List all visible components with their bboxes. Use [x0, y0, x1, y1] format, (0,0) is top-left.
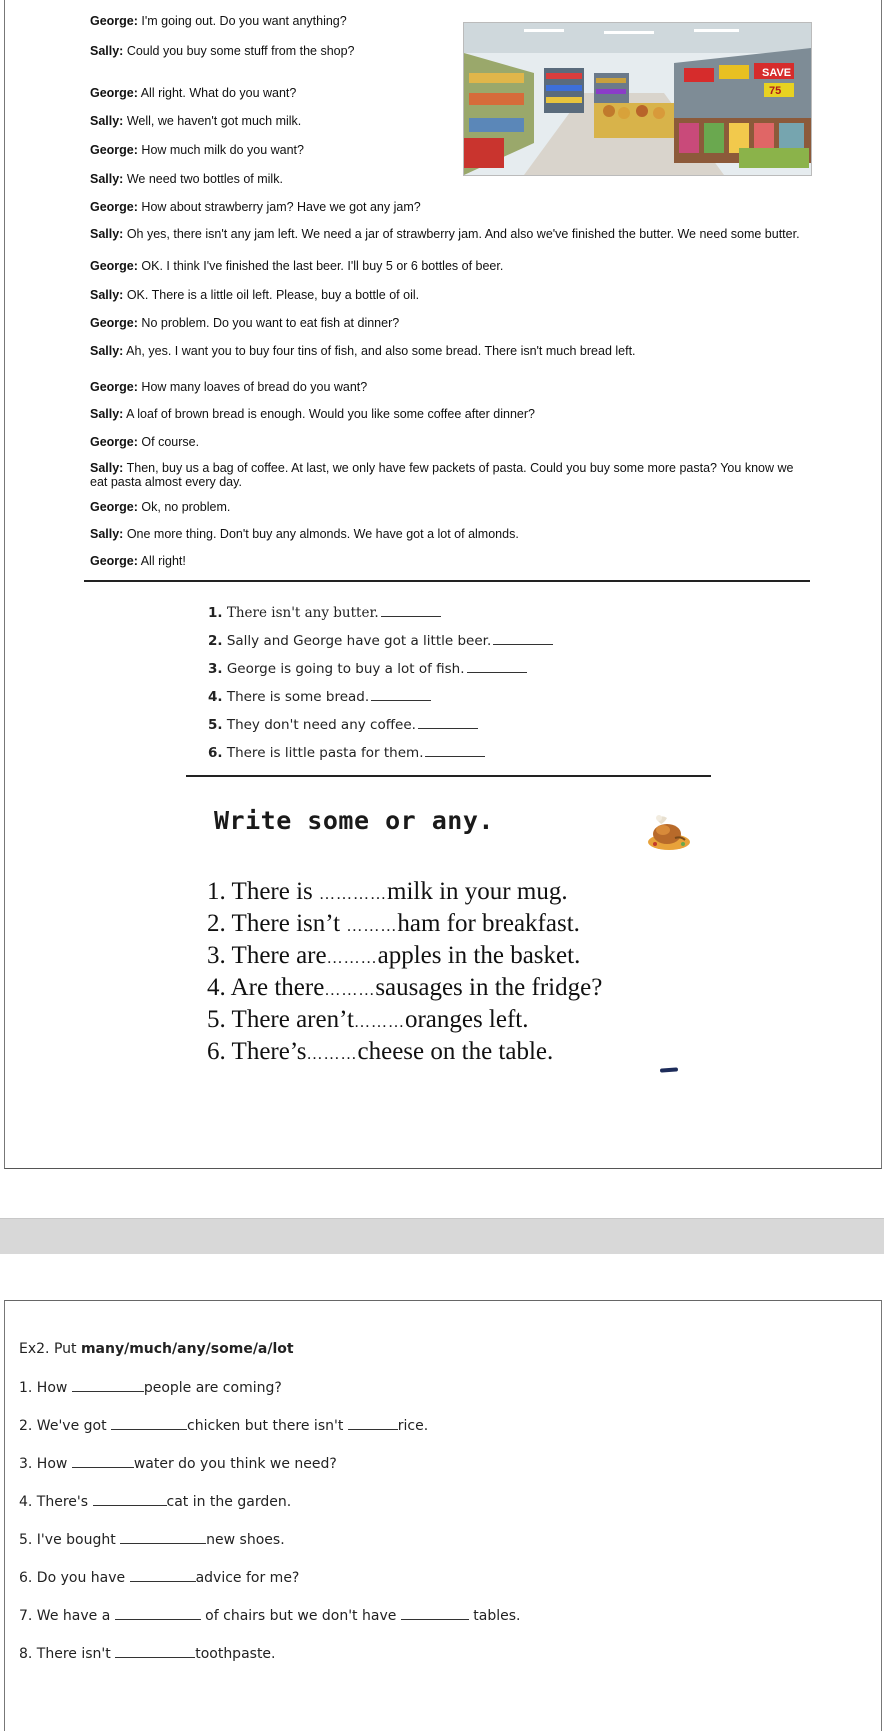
dialogue-line: George: Ok, no problem. — [90, 500, 231, 514]
section-divider — [84, 580, 810, 582]
statement-item: 6. There is little pasta for them. — [208, 745, 485, 761]
page-gap — [0, 1218, 884, 1255]
statement-item: 3. George is going to buy a lot of fish. — [208, 661, 527, 677]
dialogue-line: George: All right! — [90, 554, 186, 568]
dialogue-line: Sally: One more thing. Don't buy any almonds. We have got a lot of almonds. — [90, 527, 519, 541]
dialogue-line: Sally: OK. There is a little oil left. Please, buy a bottle of oil. — [90, 288, 420, 302]
section-divider — [186, 775, 711, 777]
page-gap-white — [0, 1254, 884, 1300]
dialogue-line: George: I'm going out. Do you want anything? — [90, 14, 347, 28]
some-any-item: 1. There is …………milk in your mug. — [207, 878, 568, 905]
some-any-item: 3. There are………apples in the basket. — [207, 942, 581, 969]
dialogue-line: George: Of course. — [90, 435, 200, 449]
statement-item: 4. There is some bread. — [208, 689, 431, 705]
dialogue-line: Sally: Could you buy some stuff from the shop? — [90, 44, 355, 58]
ex2-item: 4. There's cat in the garden. — [19, 1494, 292, 1510]
ex2-item: 6. Do you have advice for me? — [19, 1570, 300, 1586]
some-any-item: 5. There aren’t………oranges left. — [207, 1006, 529, 1033]
turkey-clipart-icon — [645, 808, 693, 856]
dialogue-line: Sally: Oh yes, there isn't any jam left. We need a jar of strawberry jam. And also we've finished the butter. We need some butter. — [90, 227, 800, 241]
dialogue-line: Sally: Then, buy us a bag of coffee. At last, we only have few packets of pasta. Could you buy some more pasta? You know we eat pasta almost every day. — [90, 461, 794, 489]
ex2-item: 8. There isn't toothpaste. — [19, 1646, 276, 1662]
statement-item: 2. Sally and George have got a little beer. — [208, 633, 553, 649]
dialogue-line: George: How about strawberry jam? Have we got any jam? — [90, 200, 421, 214]
dialogue-line: Sally: We need two bottles of milk. — [90, 172, 283, 186]
worksheet-page-2 — [4, 1300, 882, 1731]
some-any-item: 6. There’s………cheese on the table. — [207, 1038, 554, 1065]
ex2-item: 2. We've got chicken but there isn't rice. — [19, 1418, 429, 1434]
dialogue-line: George: How much milk do you want? — [90, 143, 304, 157]
ex2-item: 1. How people are coming? — [19, 1380, 282, 1396]
ex2-item: 7. We have a of chairs but we don't have tables. — [19, 1608, 521, 1624]
save-sign: SAVE — [762, 67, 792, 79]
ex2-item: 3. How water do you think we need? — [19, 1456, 337, 1472]
dialogue-line: George: All right. What do you want? — [90, 86, 297, 100]
some-any-item: 4. Are there………sausages in the fridge? — [207, 974, 603, 1001]
dialogue-line: Sally: Ah, yes. I want you to buy four tins of fish, and also some bread. There isn't much bread left. — [90, 344, 636, 358]
exercise-title: Write some or any. — [214, 806, 494, 835]
dialogue-line: George: No problem. Do you want to eat fish at dinner? — [90, 316, 400, 330]
dialogue-line: Sally: Well, we haven't got much milk. — [90, 114, 302, 128]
ex2-item: 5. I've bought new shoes. — [19, 1532, 285, 1548]
price-sign: 75 — [769, 85, 782, 97]
statement-item: 1. There isn't any butter. — [208, 605, 441, 621]
some-any-item: 2. There isn’t ………ham for breakfast. — [207, 910, 580, 937]
ex2-title: Ex2. Put many/much/any/some/a/lot — [19, 1341, 294, 1357]
dialogue-line: George: OK. I think I've finished the last beer. I'll buy 5 or 6 bottles of beer. — [90, 259, 504, 273]
dialogue-line: Sally: A loaf of brown bread is enough. Would you like some coffee after dinner? — [90, 407, 535, 421]
statement-item: 5. They don't need any coffee. — [208, 717, 478, 733]
dialogue-line: George: How many loaves of bread do you want? — [90, 380, 368, 394]
